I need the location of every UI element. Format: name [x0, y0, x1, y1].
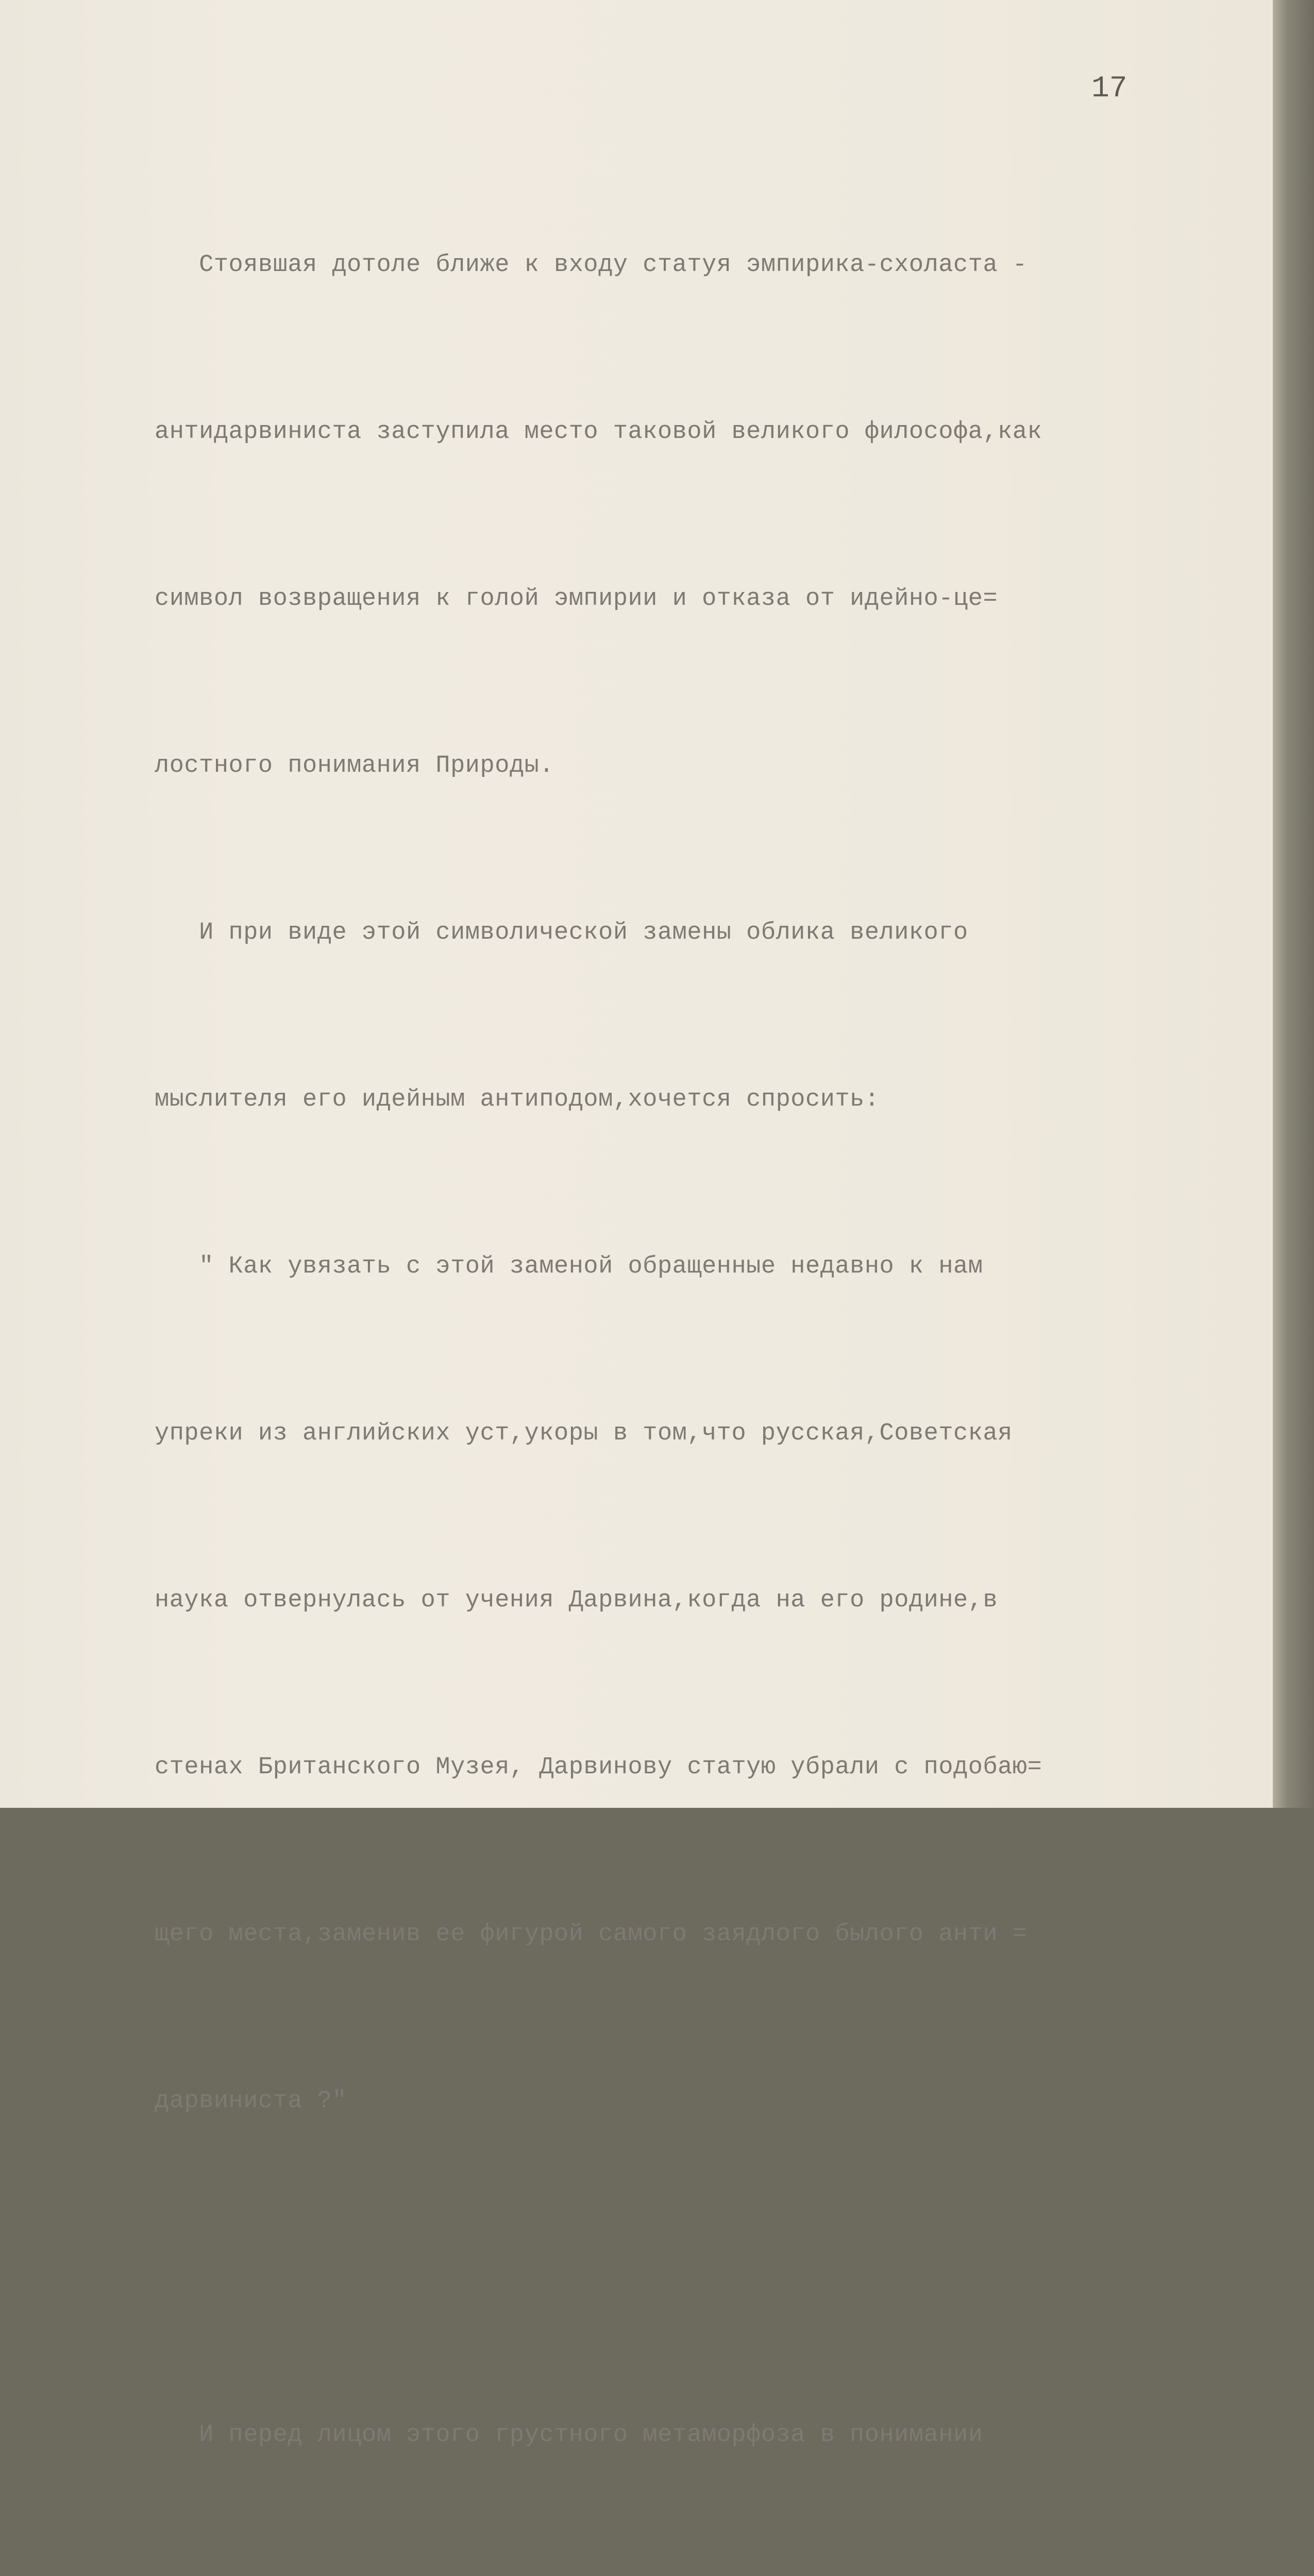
text-line: щего места,заменив ее фигурой самого заядлого былого анти =: [155, 1921, 1027, 1948]
text-line-blank: [155, 2241, 1190, 2296]
text-line: упреки из английских уст,укоры в том,что русская,Советская: [155, 1420, 1013, 1447]
page-body-text: [155, 126, 1190, 2576]
text-line: мыслителя его идейным антиподом,хочется спросить:: [155, 1086, 880, 1113]
text-line: стенах Британского Музея, Дарвинову статую убрали с подобаю=: [155, 1754, 1042, 1781]
page-number: 17: [1091, 72, 1127, 106]
text-line: [155, 2574, 1190, 2576]
text-line: символ возвращения к голой эмпирии и отказа от идейно-це=: [155, 585, 998, 613]
text-line: И при виде этой символической замены облика великого: [155, 919, 968, 946]
text-line: антидарвиниста заступила место таковой великого философа,как: [155, 418, 1042, 446]
scan-background-edge: [1273, 0, 1314, 1808]
text-line: Стоявшая дотоле ближе к входу статуя эмпирика-схоласта -: [155, 251, 1027, 279]
text-line: дарвиниста ?": [155, 2088, 347, 2115]
text-line: И перед лицом этого грустного метаморфоза в понимании: [155, 2421, 983, 2449]
text-line: " Как увязать с этой заменой обращенные недавно к нам: [155, 1253, 983, 1280]
text-line: наука отвернулась от учения Дарвина,когда на его родине,в: [155, 1587, 998, 1614]
text-line: лостного понимания Природы.: [155, 752, 554, 779]
